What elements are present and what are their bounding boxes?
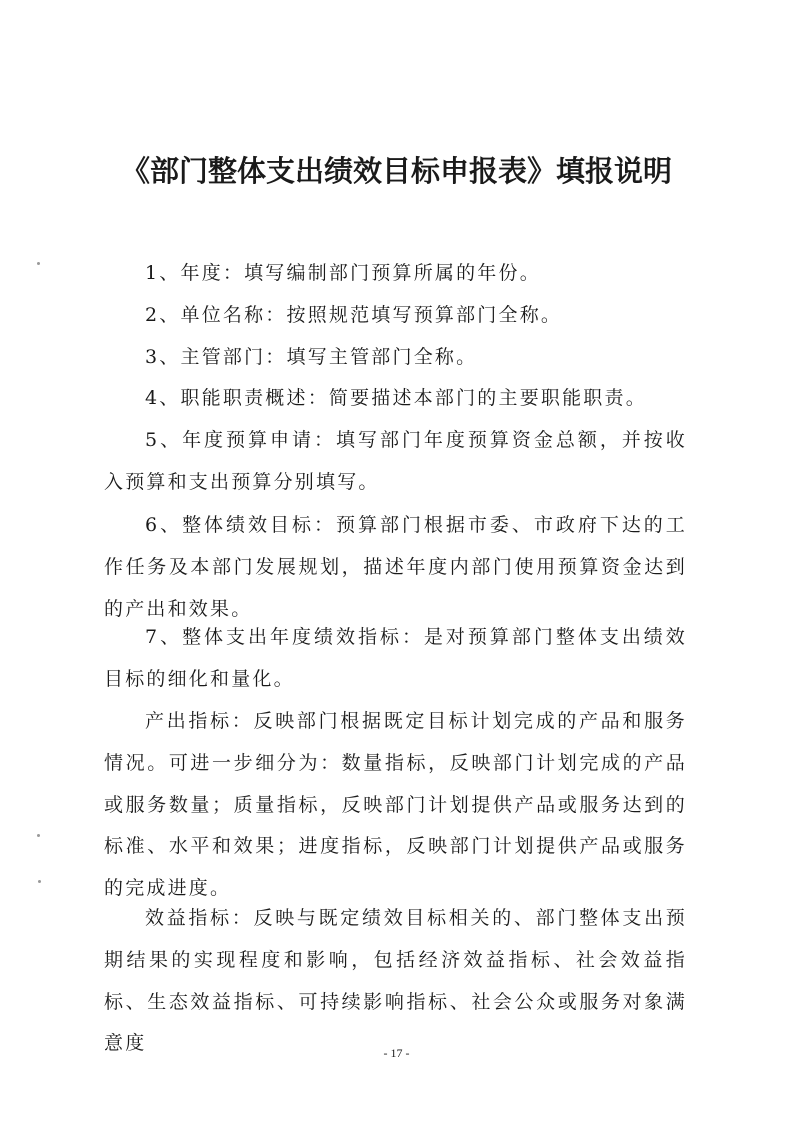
paragraph-item-5-annual-budget: 5、年度预算申请：填写部门年度预算资金总额，并按收入预算和支出预算分别填写。	[104, 429, 687, 493]
scan-speck	[37, 834, 40, 837]
paragraph-item-6-overall-goal: 6、整体绩效目标：预算部门根据市委、市政府下达的工作任务及本部门发展规划，描述年度内部门使用预算资金达到的产出和效果。	[104, 514, 687, 620]
paragraph-item-3-supervising-department: 3、主管部门：填写主管部门全称。	[145, 346, 478, 368]
paragraph-benefit-indicators: 效益指标：反映与既定绩效目标相关的、部门整体支出预期结果的实现程度和影响，包括经济效益指标、社会效益指标、生态效益指标、可持续影响指标、社会公众或服务对象满意度	[104, 907, 687, 1055]
paragraph-item-4-functions-overview: 4、职能职责概述：简要描述本部门的主要职能职责。	[145, 387, 647, 409]
scan-speck	[38, 880, 41, 883]
scan-speck	[37, 262, 40, 265]
paragraph-output-indicators: 产出指标：反映部门根据既定目标计划完成的产品和服务情况。可进一步细分为：数量指标，反映部门计划完成的产品或服务数量；质量指标，反映部门计划提供产品或服务达到的标准、水平和效果；进度指标，反映部门计划提供产品或服务的完成进度。	[104, 710, 687, 900]
paragraph-item-2-unit-name: 2、单位名称：按照规范填写预算部门全称。	[145, 304, 563, 326]
document-title: 《部门整体支出绩效目标申报表》填报说明	[120, 154, 672, 188]
page-number: - 17 -	[383, 1046, 410, 1060]
paragraph-item-7-annual-indicators: 7、整体支出年度绩效指标：是对预算部门整体支出绩效目标的细化和量化。	[104, 626, 687, 690]
paragraph-item-1-year: 1、年度：填写编制部门预算所属的年份。	[145, 262, 541, 284]
